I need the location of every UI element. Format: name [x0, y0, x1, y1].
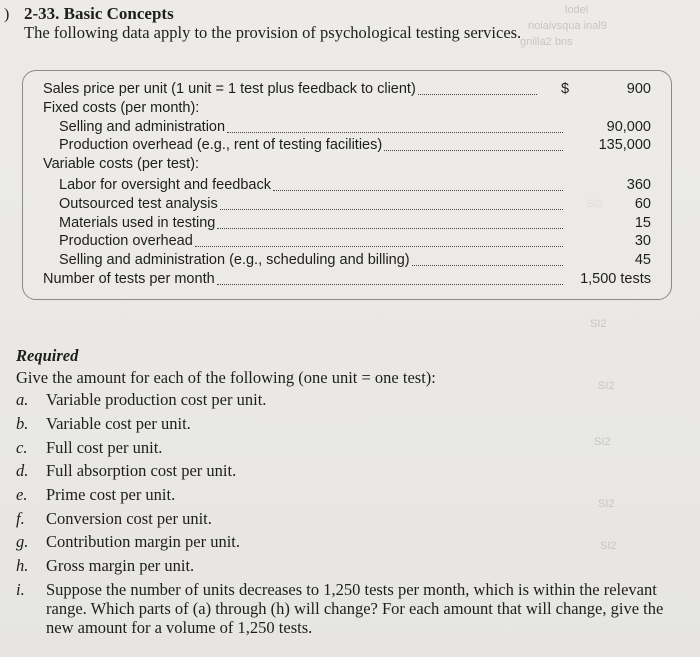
bleed-through-mark: SI2 — [600, 540, 617, 552]
leader-dots — [384, 150, 563, 151]
item-marker: h. — [16, 556, 29, 575]
row-value: 900 — [626, 81, 651, 97]
row-value: 360 — [626, 177, 651, 193]
item-marker: a. — [16, 390, 29, 409]
table-row — [23, 100, 671, 120]
row-label: Fixed costs (per month): — [43, 100, 200, 116]
row-label: Selling and administration (e.g., scheduling and billing) — [59, 252, 410, 268]
row-value: 90,000 — [606, 119, 651, 135]
leader-dots — [220, 209, 563, 210]
row-label: Outsourced test analysis — [59, 196, 218, 212]
table-row — [23, 137, 671, 157]
table-row — [23, 215, 671, 235]
item-marker: i. — [16, 580, 25, 599]
row-label: Sales price per unit (1 unit = 1 test plus feedback to client) — [43, 81, 416, 97]
bleed-through-mark: SI2 — [598, 498, 615, 510]
bleed-through-mark: gnilla2 bns — [520, 36, 573, 48]
bleed-through-mark: noiaivsqua inal9 — [528, 20, 607, 32]
item-marker: f. — [16, 509, 25, 528]
bleed-through-mark: SI2 — [590, 318, 607, 330]
item-marker: d. — [16, 461, 29, 480]
row-label: Selling and administration — [59, 119, 226, 135]
leader-dots — [412, 265, 563, 266]
row-value: 135,000 — [598, 137, 651, 153]
table-row — [23, 177, 671, 197]
leader-dots — [195, 246, 563, 247]
bleed-through-mark: SI2 — [598, 380, 615, 392]
row-label: Number of tests per month — [43, 271, 215, 287]
table-row — [23, 271, 671, 291]
row-label: Production overhead — [59, 233, 193, 249]
leader-dots — [217, 228, 563, 229]
item-marker: g. — [16, 532, 29, 551]
currency-symbol: $ — [561, 81, 570, 97]
row-value: 1,500 tests — [580, 271, 651, 287]
table-row — [23, 81, 671, 101]
required-intro: Give the amount for each of the following (one unit = one test): — [16, 368, 436, 387]
table-row — [23, 196, 671, 216]
table-row — [23, 233, 671, 253]
table-row — [23, 119, 671, 139]
item-text: Prime cost per unit. — [46, 485, 176, 504]
item-text: Full cost per unit. — [46, 438, 163, 457]
item-text: Full absorption cost per unit. — [46, 461, 237, 480]
item-text: Gross margin per unit. — [46, 556, 195, 575]
row-label: Production overhead (e.g., rent of testing facilities) — [59, 137, 383, 153]
item-marker: b. — [16, 414, 29, 433]
problem-intro: The following data apply to the provision of psychological testing services. — [24, 23, 522, 42]
item-text: Variable cost per unit. — [46, 414, 191, 433]
row-value: 15 — [634, 215, 651, 231]
leader-dots — [273, 190, 563, 191]
bullet-icon: ) — [4, 6, 10, 23]
problem-title: 2-33. Basic Concepts — [24, 4, 174, 23]
table-row — [23, 252, 671, 272]
row-value: 60 — [634, 196, 651, 212]
row-value: 30 — [634, 233, 651, 249]
item-text: Conversion cost per unit. — [46, 509, 212, 528]
item-marker: c. — [16, 438, 28, 457]
leader-dots — [227, 132, 563, 133]
row-label: Variable costs (per test): — [43, 156, 200, 172]
leader-dots — [217, 284, 563, 285]
row-value: 45 — [634, 252, 651, 268]
item-text: Variable production cost per unit. — [46, 390, 267, 409]
leader-dots — [418, 94, 537, 95]
table-row — [23, 156, 671, 176]
bleed-through-mark: SI2 — [594, 436, 611, 448]
row-label: Materials used in testing — [59, 215, 216, 231]
bleed-through-mark: lodel — [565, 4, 589, 16]
item-marker: e. — [16, 485, 28, 504]
row-label: Labor for oversight and feedback — [59, 177, 271, 193]
required-heading: Required — [16, 346, 79, 365]
item-text: Suppose the number of units decreases to 1,250 tests per month, which is within the relevant range. Which parts of (a) through (h) will change? For each amount that will change, give the new amount for a volume of 1,250 tests. — [46, 580, 664, 637]
data-table — [22, 70, 672, 300]
item-text: Contribution margin per unit. — [46, 532, 241, 551]
